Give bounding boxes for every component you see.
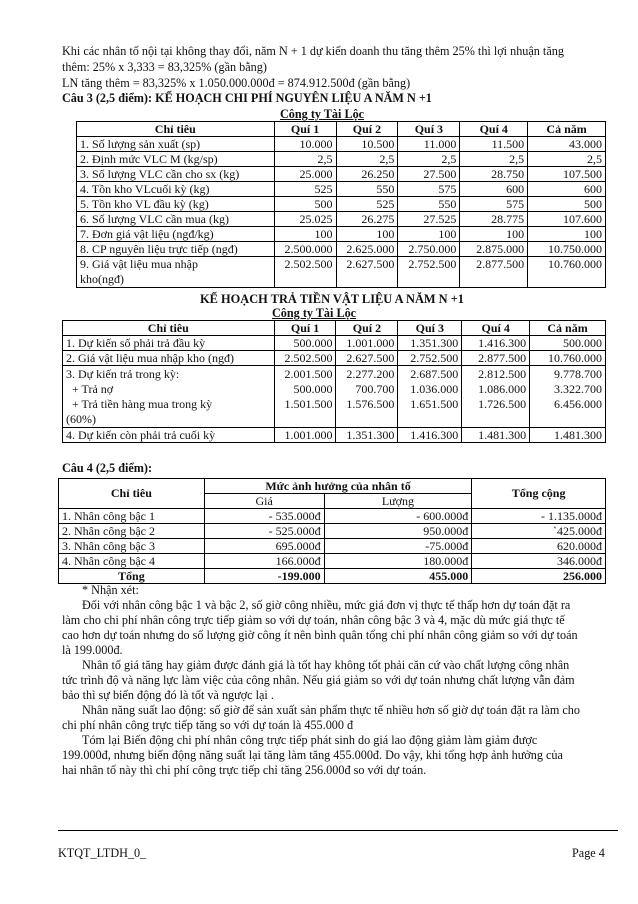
table-header-row <box>77 122 606 137</box>
cell: 27.500 <box>398 167 460 182</box>
row3-label-line: 3. Dự kiến trả trong kỳ: <box>66 367 180 381</box>
cell-line: 1.036.000 <box>410 382 459 396</box>
cell: 575 <box>398 182 460 197</box>
row3-label-line: + Trả tiền hàng mua trong kỳ <box>72 397 213 411</box>
cell-line: 6.456.000 <box>554 397 602 411</box>
paragraph-line: Nhân tố giá tăng hay giảm được đánh giá là tốt hay không tốt phải căn cứ vào chất lượng công nhân <box>82 658 570 672</box>
cell: 2,5 <box>398 152 460 167</box>
payment-plan-title: KẾ HOẠCH TRẢ TIỀN VẬT LIỆU A NĂM N +1 <box>200 292 464 306</box>
table-row <box>77 167 606 182</box>
cell-line: 1.726.500 <box>478 397 527 411</box>
cell-line: 700.700 <box>355 382 395 396</box>
cell: 26.275 <box>336 212 398 227</box>
paragraph-line: Nhân năng suất lao động: số giờ để sản xuất sản phẩm thực tế nhiều hơn số giờ dự toán đặt ra làm cho <box>82 703 580 717</box>
cell: 500.000 <box>530 336 606 351</box>
header-cell: Quí 1 <box>274 321 336 336</box>
total-cell: 455.000 <box>324 569 472 584</box>
table-row <box>77 137 606 152</box>
header-cell: Lượng <box>324 494 472 509</box>
table-row <box>77 197 606 212</box>
cell: 2.627.500 <box>336 257 398 288</box>
cell: 100 <box>274 227 336 242</box>
cell: 2.877.500 <box>462 351 530 366</box>
total-label: Tổng <box>59 569 205 584</box>
paragraph-line: Tóm lại Biến động chi phí nhân công trực tiếp phát sinh do giá lao động giảm làm giảm được <box>82 733 538 747</box>
paragraph-line: 199.000đ, nhưng biến động năng suất lại tăng làm tăng 455.000đ. Do vậy, khi tổng hợp ảnh hưởng của <box>62 748 563 762</box>
cell: 1.416.300 <box>398 428 462 443</box>
cell: 1.001.000 <box>274 428 336 443</box>
row3-label-line: (60%) <box>66 412 96 426</box>
table-header-row <box>63 321 606 336</box>
table-row <box>59 539 606 554</box>
cell: 2.502.500 <box>274 351 336 366</box>
header-cell: Quí 1 <box>274 122 336 137</box>
cell: 2,5 <box>274 152 336 167</box>
cell: 500 <box>274 197 336 212</box>
row-label: 4. Nhân công bậc 4 <box>59 554 205 569</box>
cell: 26.250 <box>336 167 398 182</box>
cell <box>336 366 398 428</box>
header-cell: Giá <box>204 494 324 509</box>
q4-heading: Câu 4 (2,5 điểm): <box>62 461 153 475</box>
cell-line: 1.576.500 <box>346 397 395 411</box>
row-label: 4. Dự kiến còn phải trả cuối kỳ <box>63 428 275 443</box>
row-label: 4. Tồn kho VLcuối kỳ (kg) <box>77 182 275 197</box>
cell: 950.000đ <box>324 524 472 539</box>
row-label: 6. Số lượng VLC cần mua (kg) <box>77 212 275 227</box>
cell: `425.000đ <box>472 524 606 539</box>
cell-line: 1.086.000 <box>478 382 527 396</box>
cell: 100 <box>528 227 606 242</box>
row-label: 1. Số lượng sản xuất (sp) <box>77 137 275 152</box>
cell: 100 <box>460 227 528 242</box>
table-row <box>63 351 606 366</box>
table-total-row <box>59 569 606 584</box>
table-header-row <box>59 479 606 494</box>
cell: 2.627.500 <box>336 351 398 366</box>
table-row <box>77 182 606 197</box>
cell: 2.625.000 <box>336 242 398 257</box>
cell: 1.351.300 <box>336 428 398 443</box>
header-cell: Quí 3 <box>398 321 462 336</box>
cell: 525 <box>336 197 398 212</box>
row9-label-line: 9. Giá vật liệu mua nhập <box>80 257 198 271</box>
cell-line: 9.778.700 <box>554 367 602 381</box>
row-label: 3. Số lượng VLC cần cho sx (kg) <box>77 167 275 182</box>
cell: 100 <box>336 227 398 242</box>
cell-line: 3.322.700 <box>554 382 602 396</box>
paragraph-line: là 199.000đ. <box>62 643 123 657</box>
table-row <box>59 524 606 539</box>
table-row <box>63 336 606 351</box>
cell: 10.760.000 <box>528 257 606 288</box>
cell-line: 2.687.500 <box>410 367 459 381</box>
table-row <box>77 152 606 167</box>
cell: - 535.000đ <box>204 509 324 524</box>
paragraph-line: tức trình độ và năng lực làm việc của công nhân. Nếu giá giảm so với dự toán nhưng chất lượng vẫn đảm <box>62 673 575 687</box>
cell: 107.500 <box>528 167 606 182</box>
cell-line: 2.001.500 <box>284 367 333 381</box>
q3-heading: Câu 3 (2,5 điểm): KẾ HOẠCH CHI PHÍ NGUYÊN LIỆU A NĂM N +1 <box>62 91 432 105</box>
cell: 2.875.000 <box>460 242 528 257</box>
labor-variance-table <box>58 478 606 584</box>
paragraph-line: Đối với nhân công bậc 1 và bậc 2, số giờ công nhiều, mức giá đơn vị thực tế thấp hơn dự toán đặt ra <box>82 598 571 612</box>
cell: 1.001.000 <box>336 336 398 351</box>
cell: 525 <box>274 182 336 197</box>
row-label: 5. Tồn kho VL đầu kỳ (kg) <box>77 197 275 212</box>
cell: -75.000đ <box>324 539 472 554</box>
cell: 695.000đ <box>204 539 324 554</box>
header-cell: Tổng cộng <box>472 479 606 509</box>
row-label: 1. Dự kiến số phải trả đầu kỳ <box>63 336 275 351</box>
cell: 2.752.500 <box>398 257 460 288</box>
cell-line: 500.000 <box>293 382 333 396</box>
cell: 620.000đ <box>472 539 606 554</box>
intro-line-1: Khi các nhân tố nội tại không thay đổi, năm N + 1 dự kiến doanh thu tăng thêm 25% thì lợi nhuận tăng <box>62 44 564 58</box>
table-row <box>77 212 606 227</box>
table-row <box>77 227 606 242</box>
paragraph-line: chi phí nhân công trực tiếp tăng so với dự toán là 455.000 đ <box>62 718 354 732</box>
cell: 1.481.300 <box>530 428 606 443</box>
cell: 2.752.500 <box>398 351 462 366</box>
row-label: 2. Nhân công bậc 2 <box>59 524 205 539</box>
header-cell: Chỉ tiêu <box>63 321 275 336</box>
cell: 25.025 <box>274 212 336 227</box>
cell-line: 1.501.500 <box>284 397 333 411</box>
cell: 600 <box>460 182 528 197</box>
cell: 550 <box>398 197 460 212</box>
total-cell: 256.000 <box>472 569 606 584</box>
note-label: * Nhận xét: <box>82 583 139 597</box>
table-row <box>63 366 606 428</box>
row9-label-line: kho(ngđ) <box>80 272 124 286</box>
cell: - 600.000đ <box>324 509 472 524</box>
cell: 2.500.000 <box>274 242 336 257</box>
table-row <box>63 428 606 443</box>
row-label-multiline <box>77 257 275 288</box>
total-cell: -199.000 <box>204 569 324 584</box>
header-cell: Quí 4 <box>460 122 528 137</box>
header-cell: Chỉ tiêu <box>77 122 275 137</box>
footer-divider <box>58 830 618 831</box>
header-cell: Quí 3 <box>398 122 460 137</box>
cell: 2.877.500 <box>460 257 528 288</box>
cell: 28.775 <box>460 212 528 227</box>
cell <box>462 366 530 428</box>
header-cell: Quí 2 <box>336 321 398 336</box>
row-label: 8. CP nguyên liệu trực tiếp (ngđ) <box>77 242 275 257</box>
row-label: 2. Giá vật liệu mua nhập kho (ngđ) <box>63 351 275 366</box>
row-label: 2. Định mức VLC M (kg/sp) <box>77 152 275 167</box>
cell: 500.000 <box>274 336 336 351</box>
cell: 166.000đ <box>204 554 324 569</box>
cell: 11.000 <box>398 137 460 152</box>
table-row <box>59 509 606 524</box>
table-row <box>77 242 606 257</box>
intro-line-2: thêm: 25% x 3,333 = 83,325% (gần bằng) <box>62 60 267 74</box>
cell: 346.000đ <box>472 554 606 569</box>
table-row <box>59 554 606 569</box>
cell: 107.600 <box>528 212 606 227</box>
row-label-multiline <box>63 366 275 428</box>
row3-label-line: + Trả nợ <box>72 382 114 396</box>
cell: 10.760.000 <box>530 351 606 366</box>
cell: 600 <box>528 182 606 197</box>
header-cell: Cả năm <box>530 321 606 336</box>
payment-plan-table <box>62 320 606 443</box>
cell: 575 <box>460 197 528 212</box>
cell: 10.500 <box>336 137 398 152</box>
cell: 28.750 <box>460 167 528 182</box>
cell: 2.750.000 <box>398 242 460 257</box>
cell: 2,5 <box>460 152 528 167</box>
table-row <box>77 257 606 288</box>
cell: 500 <box>528 197 606 212</box>
cell: - 1.135.000đ <box>472 509 606 524</box>
cell: 550 <box>336 182 398 197</box>
cell: 2,5 <box>528 152 606 167</box>
cell: 25.000 <box>274 167 336 182</box>
cell: 1.481.300 <box>462 428 530 443</box>
row-label: 7. Đơn giá vật liệu (ngđ/kg) <box>77 227 275 242</box>
cell: 1.416.300 <box>462 336 530 351</box>
footer-code: KTQT_LTDH_0_ <box>58 846 147 860</box>
cell: 10.000 <box>274 137 336 152</box>
header-cell: Quí 4 <box>462 321 530 336</box>
header-cell: Mức ảnh hưởng của nhân tố <box>204 479 471 494</box>
row-label: 1. Nhân công bậc 1 <box>59 509 205 524</box>
cell-line: 2.277.200 <box>346 367 395 381</box>
cell: 2,5 <box>336 152 398 167</box>
intro-line-3: LN tăng thêm = 83,325% x 1.050.000.000đ = 874.912.500đ (gần bằng) <box>62 76 411 90</box>
cell-line: 2.812.500 <box>478 367 527 381</box>
cell: 1.351.300 <box>398 336 462 351</box>
cell: 27.525 <box>398 212 460 227</box>
header-cell: Quí 2 <box>336 122 398 137</box>
cell: 100 <box>398 227 460 242</box>
page-number: Page 4 <box>572 846 605 860</box>
header-cell: Cả năm <box>528 122 606 137</box>
cell: 11.500 <box>460 137 528 152</box>
paragraph-line: bảo thì sự biến động đó là tốt và ngược lại . <box>62 688 274 702</box>
cell <box>398 366 462 428</box>
paragraph-line: cao hơn dự toán nhưng do số lượng giờ công ít nên bình quân tổng chi phí nhân công giảm so với dự toán <box>62 628 578 642</box>
cell: 2.502.500 <box>274 257 336 288</box>
payment-plan-company: Công ty Tài Lộc <box>272 306 357 320</box>
cell-line: 1.651.500 <box>410 397 459 411</box>
cell: - 525.000đ <box>204 524 324 539</box>
material-cost-table <box>76 121 606 288</box>
cell: 180.000đ <box>324 554 472 569</box>
row-label: 3. Nhân công bậc 3 <box>59 539 205 554</box>
cell: 43.000 <box>528 137 606 152</box>
header-cell: Chỉ tiêu <box>59 479 205 509</box>
paragraph-line: hai nhân tố này thì chi phí công trực tiếp chỉ tăng 256.000đ so với dự toán. <box>62 763 427 777</box>
q3-company: Công ty Tài Lộc <box>280 107 365 121</box>
cell <box>274 366 336 428</box>
cell: 10.750.000 <box>528 242 606 257</box>
cell <box>530 366 606 428</box>
paragraph-line: làm cho chi phí nhân công trực tiếp giảm so với dự toán, nhân công bậc 3 và 4, mặc dù mức giá thực tế <box>62 613 565 627</box>
